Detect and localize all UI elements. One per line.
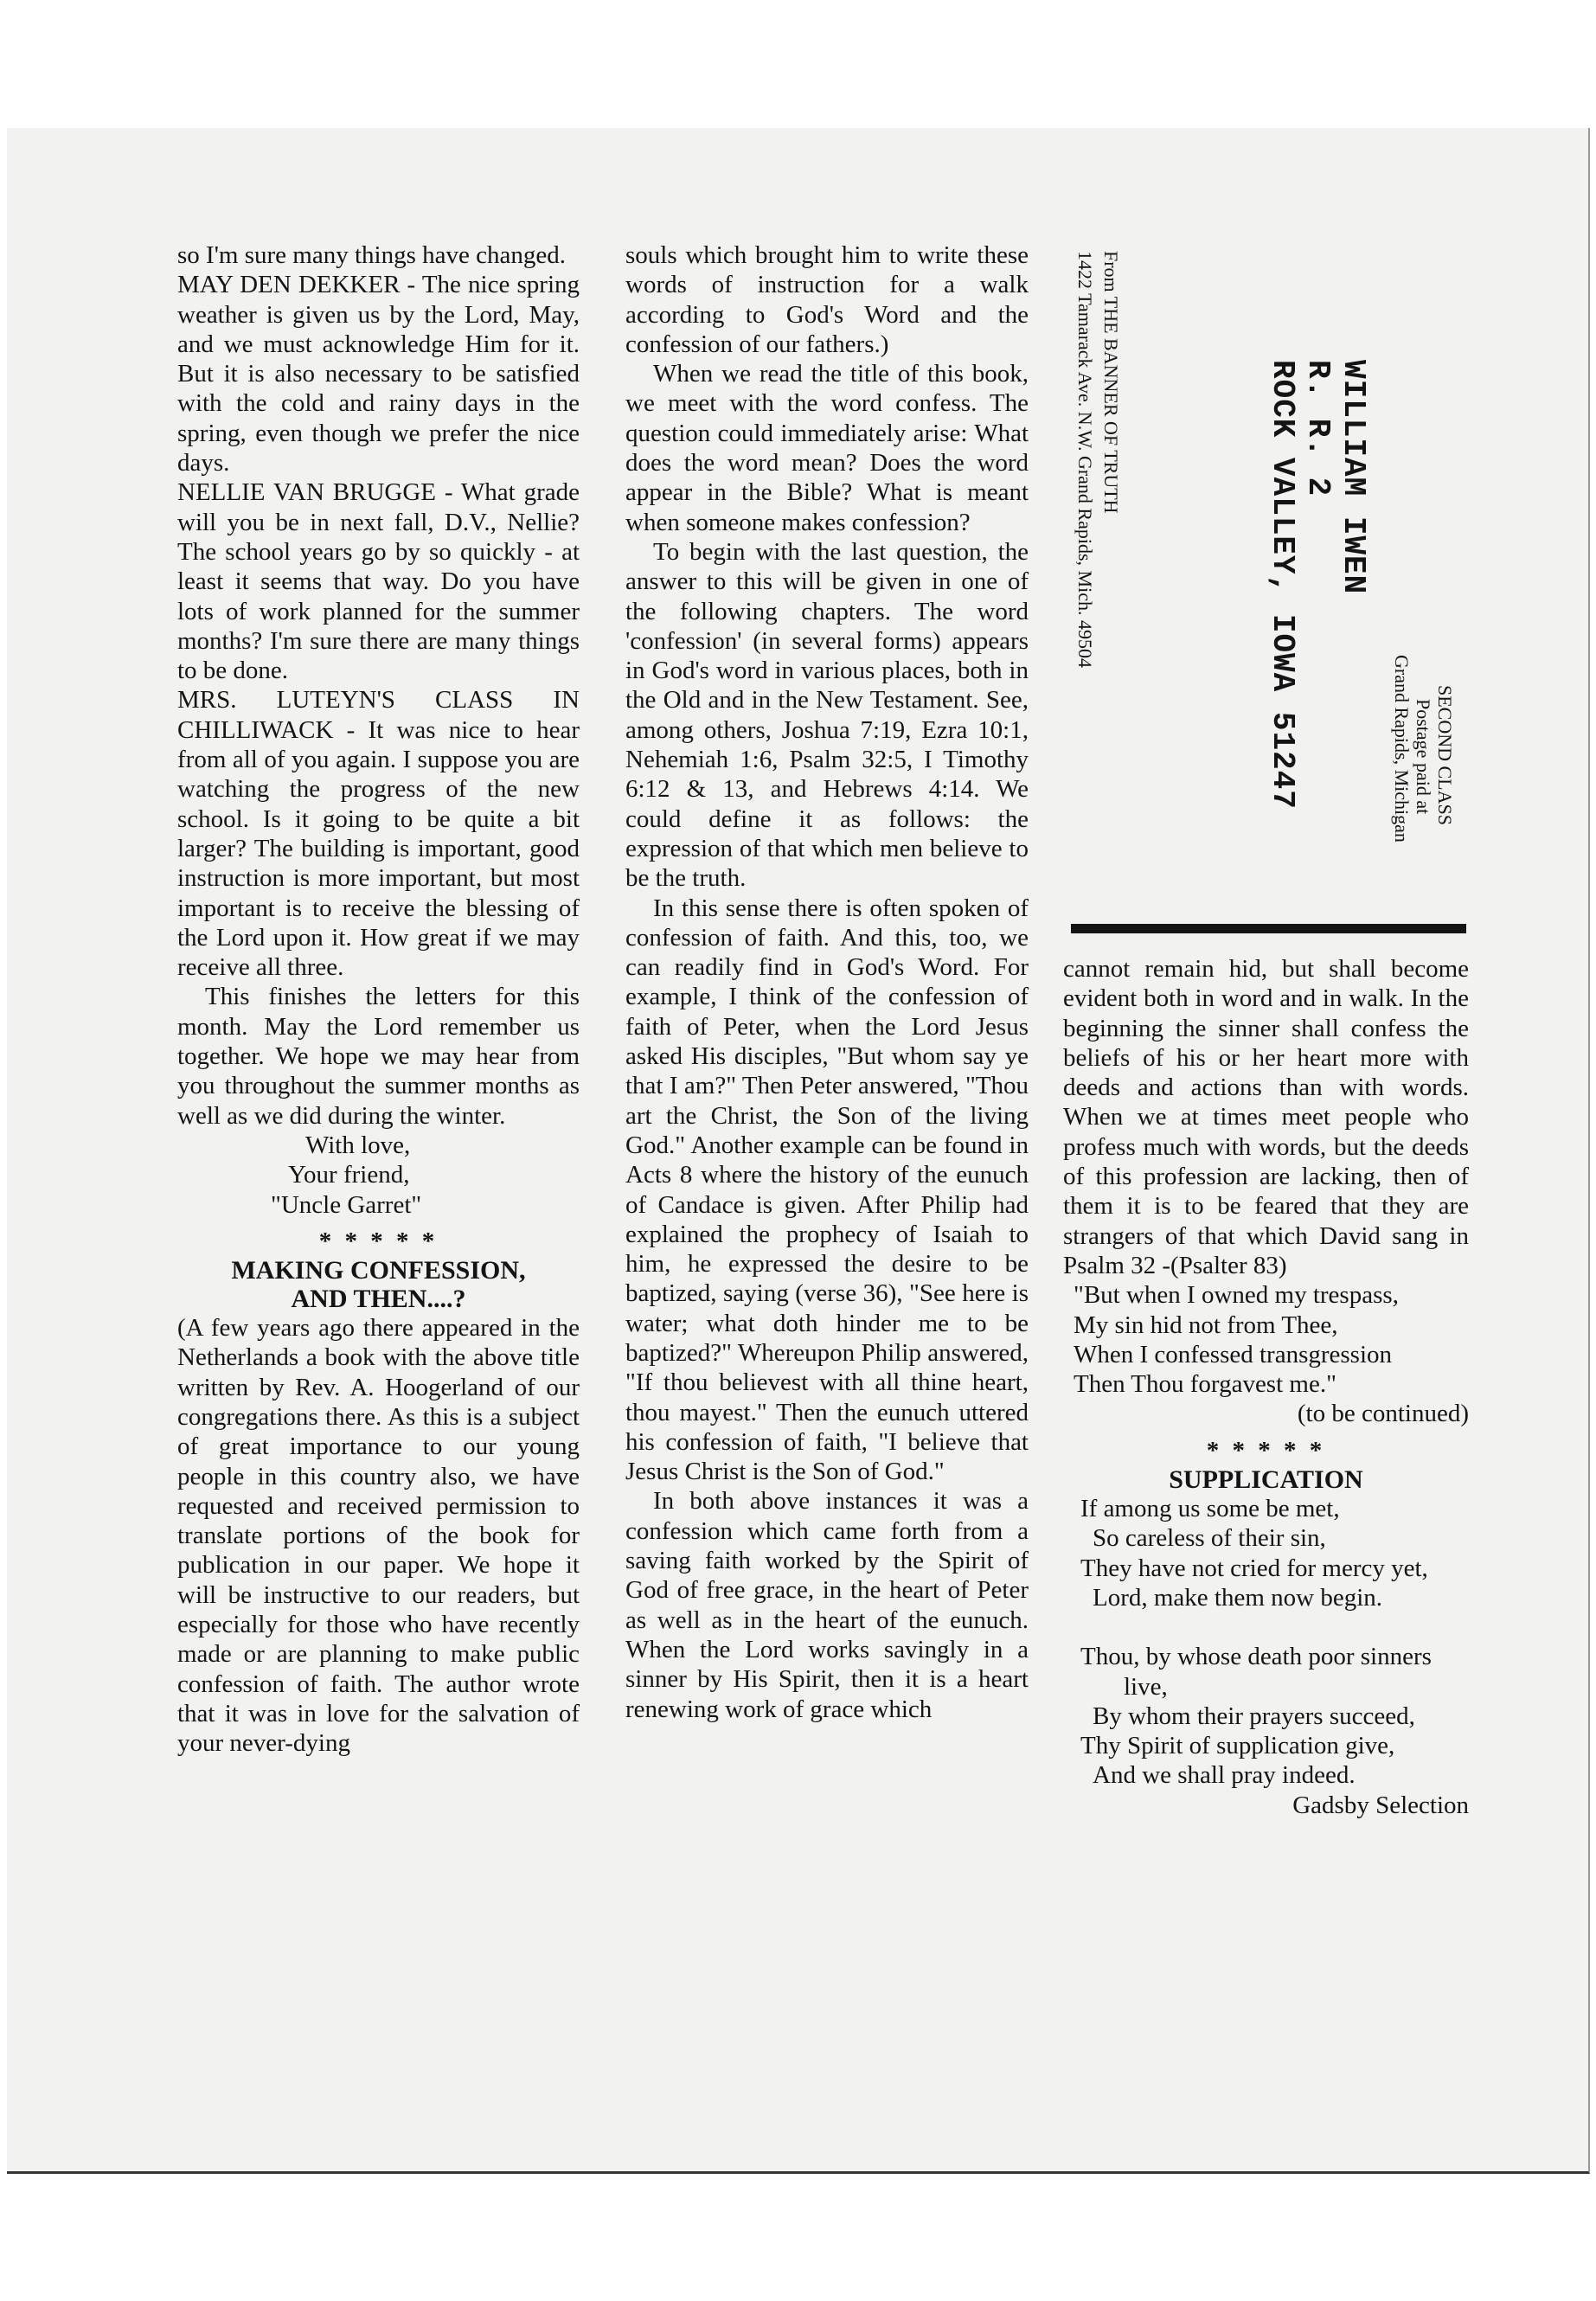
recipient-name: WILLIAM IWEN	[1336, 360, 1371, 595]
letter-may-den-dekker: MAY DEN DEKKER - The nice spring weather is given us by the Lord, May, and we must acknowledge Him for it. But it is also necessary to be satisfied with the cold and rainy days in the spring, even though we prefer the nice days.	[177, 271, 580, 478]
poem-line: So careless of their sin,	[1093, 1524, 1326, 1553]
recipient-city: ROCK VALLEY, IOWA 51247	[1265, 360, 1300, 810]
recipient-route: R. R. 2	[1300, 360, 1336, 497]
verse-line: Then Thou forgavest me."	[1074, 1370, 1336, 1399]
signoff-name: "Uncle Garret"	[271, 1190, 422, 1219]
poem-line: Thou, by whose death poor sinners live,	[1080, 1643, 1432, 1701]
paragraph: When we read the title of this book, we meet with the word confess. The question could immediately arise: What does the word mean? Does the word appear in the Bible? What is meant when someone makes confession?	[625, 360, 1029, 536]
column-left	[177, 240, 580, 1759]
separator-stars: * * * * *	[318, 1227, 439, 1255]
article-intro: (A few years ago there appeared in the Netherlands a book with the above title written by Rev. A. Hoogerland of our congregations there. As this is a subject of great importance to our young people in this country also, we have requested and received permission to translate portions of the book for publication in our paper. We hope it will be instructive to our readers, but especially for those who have recently made or are planning to make public confession of faith. The author wrote that it was in love for the salvation of your never-dying	[177, 1314, 580, 1758]
poem-title: SUPPLICATION	[1169, 1465, 1363, 1495]
closing-paragraph: This finishes the letters for this month. May the Lord remember us together. We hope we may hear from you throughout the summer months as well as we did during the winter.	[177, 983, 580, 1130]
signoff-friend: Your friend,	[288, 1161, 410, 1189]
verse-line: My sin hid not from Thee,	[1074, 1311, 1338, 1339]
paragraph: souls which brought him to write these words of instruction for a walk according to God's Word and the confession of our fathers.)	[625, 241, 1029, 358]
poem-line: Thy Spirit of supplication give,	[1080, 1732, 1395, 1760]
paragraph: To begin with the last question, the answer to this will be given in one of the following chapters. The word 'confession' (in several forms) appears in God's word in various places, both in the Old and in the New Testament. See, among others, Joshua 7:19, Ezra 10:1, Nehemiah 1:6, Psalm 32:5, I Timothy 6:12 & 13, and Hebrews 4:14. We could define it as follows: the expression of that which men believe to be the truth.	[625, 537, 1029, 893]
paragraph: so I'm sure many things have changed.	[177, 241, 566, 269]
verse-line: When I confessed transgression	[1074, 1340, 1393, 1368]
postage-class: SECOND CLASS	[1434, 685, 1456, 825]
continued-note: (to be continued)	[1297, 1400, 1469, 1428]
column-middle	[625, 240, 1029, 1724]
poem-line: Lord, make them now begin.	[1093, 1583, 1383, 1612]
poem-line: They have not cried for mercy yet,	[1080, 1554, 1428, 1582]
paragraph: In this sense there is often spoken of confession of faith. And this, too, we can readily find in God's Word. For example, I think of the confession of faith of Peter, when the Lord Jesus asked His disciples, "But whom say ye that I am?" Then Peter answered, "Thou art the Christ, the Son of the living God." Another example can be found in Acts 8 where the history of the eunuch of Candace is given. After Philip had explained the prophecy of Isaiah to him, he expressed the desire to be baptized, saying (verse 36), "See here is water; what doth hinder me to be baptized?" Whereupon Philip answered, "If thou believest with all thine heart, thou mayest." Then the eunuch uttered his confession of faith, "I believe that Jesus Christ is the Son of God."	[625, 894, 1029, 1486]
return-address-line2: 1422 Tamarack Ave. N.W. Grand Rapids, Mich. 49504	[1074, 251, 1096, 668]
verse-line: "But when I owned my trespass,	[1074, 1281, 1399, 1310]
letter-luteyn-class: MRS. LUTEYN'S CLASS IN CHILLIWACK - It was nice to hear from all of you again. I suppose you are watching the progress of the new school. Is it going to be quite a bit larger? The building is important, good instruction is more important, but most important is to receive the blessing of the Lord upon it. How great if we may receive all three.	[177, 686, 580, 982]
column-right	[1063, 954, 1469, 1820]
postage-paid: Postage paid at	[1413, 699, 1434, 815]
article-title-line2: AND THEN....?	[291, 1285, 466, 1314]
poem-line: And we shall pray indeed.	[1093, 1761, 1356, 1790]
separator-stars: * * * * *	[1206, 1436, 1326, 1465]
poem-line: If among us some be met,	[1080, 1495, 1340, 1523]
poem-line: By whom their prayers succeed,	[1093, 1702, 1415, 1730]
letter-nellie-van-brugge: NELLIE VAN BRUGGE - What grade will you be in next fall, D.V., Nellie? The school years go by so quickly - at least it seems that way. Do you have lots of work planned for the summer months? I'm sure there are many things to be done.	[177, 478, 580, 685]
poem-attribution: Gadsby Selection	[1292, 1791, 1469, 1819]
stanza-gap	[1063, 1612, 1469, 1642]
return-address-line1: From THE BANNER OF TRUTH	[1100, 251, 1122, 514]
postage-location: Grand Rapids, Michigan	[1391, 655, 1413, 843]
article-title-line1: MAKING CONFESSION,	[231, 1256, 526, 1285]
paragraph: cannot remain hid, but shall become evident both in word and in walk. In the beginning the sinner shall confess the beliefs of his or her heart more with deeds and actions than with words. When we at times meet people who profess much with words, but the deeds of this profession are lacking, then of them it is to be feared that they are strangers of that which David sang in Psalm 32 -(Psalter 83)	[1063, 955, 1469, 1279]
signoff-love: With love,	[305, 1131, 411, 1159]
paragraph: In both above instances it was a confession which came forth from a saving faith worked by the Spirit of God of free grace, in the heart of Peter as well as in the heart of the eunuch. When the Lord works savingly in a sinner by His Spirit, then it is a heart renewing work of grace which	[625, 1487, 1029, 1723]
divider-rule	[1071, 924, 1466, 933]
